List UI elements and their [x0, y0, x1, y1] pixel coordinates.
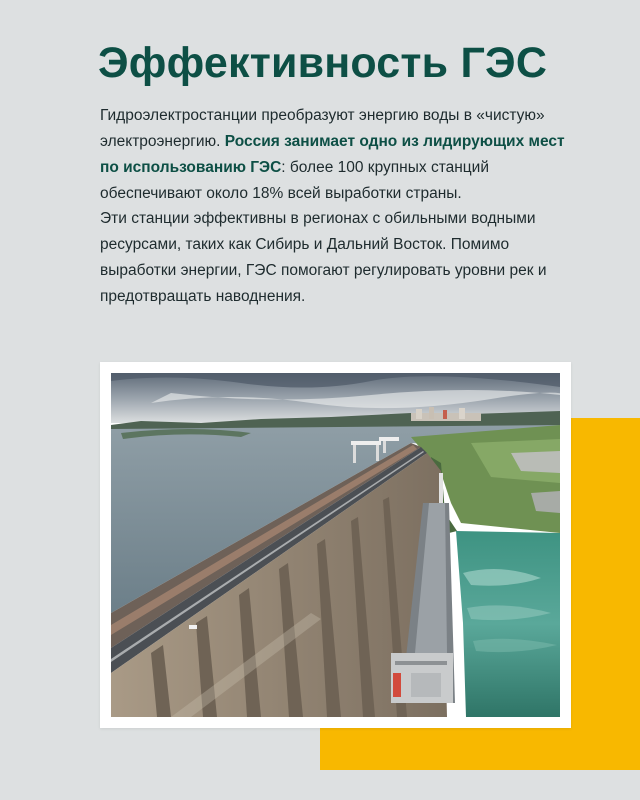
photo-frame — [100, 362, 571, 728]
intro-text-start: Гидроэлектростанции преобразуют энергию воды в «чистую» электроэнергию. — [100, 107, 545, 150]
dam-photo — [111, 373, 560, 717]
regions-paragraph: Эти станции эффективны в регионах с обильными водными ресурсами, таких как Сибирь и Дальний Восток. Помимо выработки энергии, ГЭС помогают регулировать уровни рек и предотвращать наводнения. — [100, 210, 547, 305]
intro-text-end: : более 100 крупных станций обеспечивают около 18% всей выработки страны. — [100, 159, 489, 202]
intro-highlight: Россия занимает одно из лидирующих мест по использованию ГЭС — [100, 133, 565, 176]
page-title: Эффективность ГЭС — [98, 39, 548, 87]
intro-paragraph — [100, 103, 570, 207]
